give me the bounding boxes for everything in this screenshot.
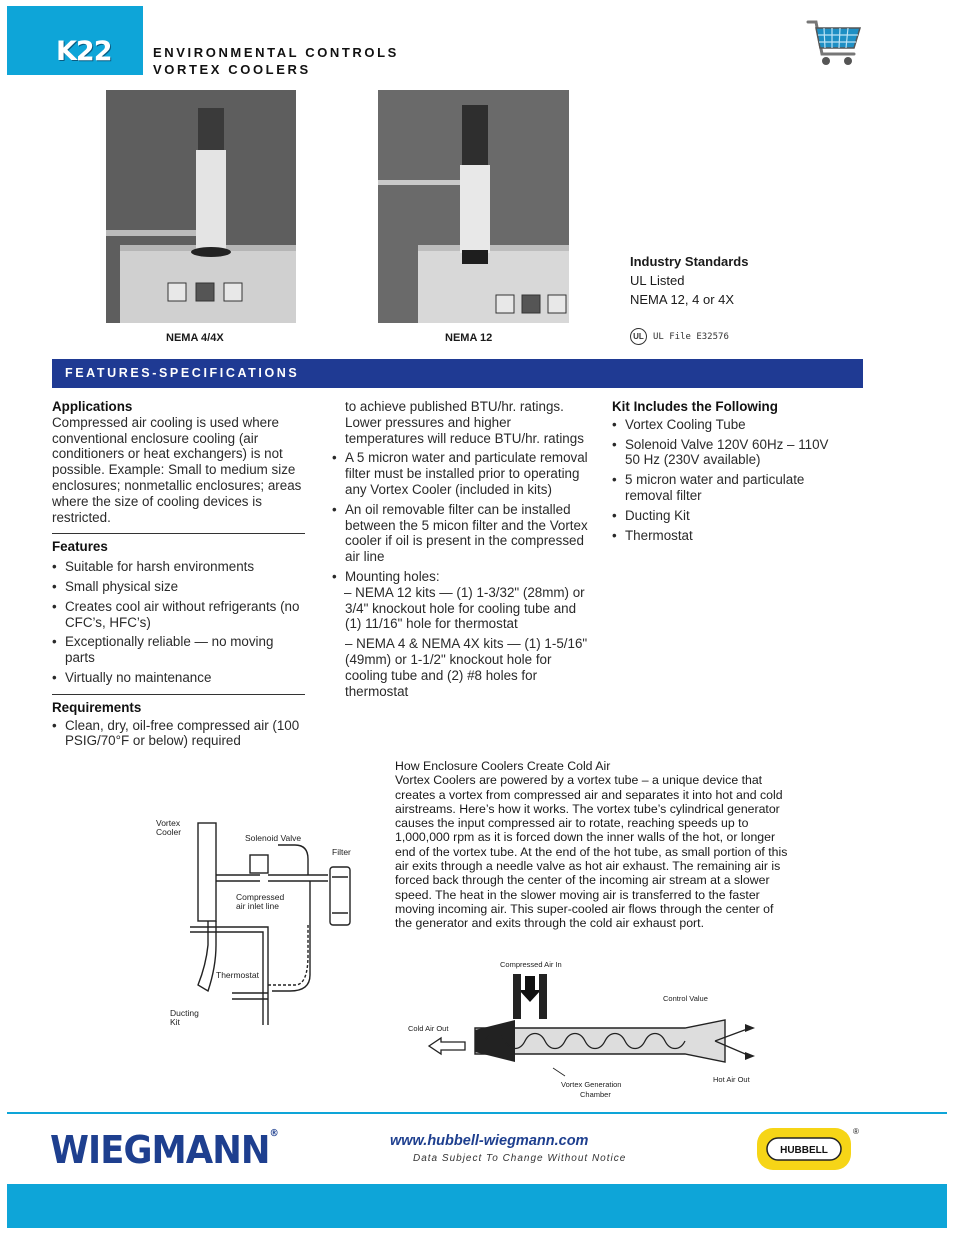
label-vortex-generation: Vortex Generation xyxy=(561,1080,622,1089)
wiegmann-logo: WIEGMANN® xyxy=(50,1128,278,1172)
label-cold-air-out: Cold Air Out xyxy=(408,1024,449,1033)
requirements-section xyxy=(52,694,305,749)
label-control-value: Control Value xyxy=(663,994,708,1003)
label-compressed: Compressed xyxy=(236,892,285,902)
list-item: • An oil removable filter can be installed between the 5 micon filter and the Vortex cooler if oil is present in the compressed air line xyxy=(332,502,590,565)
label-vortex: Vortex xyxy=(156,818,181,828)
column-3 xyxy=(612,399,847,543)
label-thermostat: Thermostat xyxy=(216,970,259,980)
label-filter: Filter xyxy=(332,847,351,857)
photo-caption-nema-4-4x: NEMA 4/4X xyxy=(166,332,224,344)
nema-12-photo xyxy=(378,90,569,323)
kit-list xyxy=(612,417,847,544)
list-item: • Solenoid Valve 120V 60Hz – 110V 50 Hz (230V available) xyxy=(612,437,847,469)
list-item: • Virtually no maintenance xyxy=(52,670,305,686)
column-1 xyxy=(52,399,305,749)
shopping-cart-icon[interactable] xyxy=(806,18,862,68)
list-item: • Suitable for harsh environments xyxy=(52,559,305,575)
list-item: • Mounting holes: xyxy=(332,569,590,585)
label-cooler: Cooler xyxy=(156,827,182,837)
list-item: • A 5 micron water and particulate removal filter must be installed prior to operating any Vortex Cooler (included in kits) xyxy=(332,450,590,497)
list-item: • Exceptionally reliable — no moving parts xyxy=(52,634,305,666)
how-it-works-title: How Enclosure Coolers Create Cold Air xyxy=(395,759,611,773)
section-title: FEATURES-SPECIFICATIONS xyxy=(65,366,300,380)
features-title: Features xyxy=(52,539,108,555)
label-kit: Kit xyxy=(170,1017,180,1027)
list-item: • Small physical size xyxy=(52,579,305,595)
list-item: • Vortex Cooling Tube xyxy=(612,417,847,433)
industry-standards-title: Industry Standards xyxy=(630,254,749,269)
cold-air-arrow-icon xyxy=(429,1038,465,1054)
hubbell-logo xyxy=(755,1124,859,1172)
page-code: K22 xyxy=(56,36,112,67)
header-line-1: ENVIRONMENTAL CONTROLS xyxy=(153,45,399,60)
requirements-list xyxy=(52,718,305,750)
label-chamber: Chamber xyxy=(580,1090,611,1099)
list-item: • Creates cool air without refrigerants (no CFC’s, HFC’s) xyxy=(52,599,305,631)
wiegmann-logo-text: WIEGMANN xyxy=(50,1128,270,1172)
header-line-2: VORTEX COOLERS xyxy=(153,62,311,77)
installation-diagram xyxy=(150,815,380,1030)
list-item: • Ducting Kit xyxy=(612,508,847,524)
page-code-badge xyxy=(7,6,143,75)
mounting-nema-12: – NEMA 12 kits — (1) 1-3/32" (28mm) or 3/4" knockout hole for cooling tube and (1) 11/16" hole for thermostat xyxy=(344,584,585,632)
ul-logo-icon: UL xyxy=(630,328,647,345)
vortex-tube-diagram xyxy=(405,958,765,1103)
how-it-works xyxy=(395,759,790,931)
disclaimer: Data Subject To Change Without Notice xyxy=(413,1153,627,1164)
applications-title: Applications xyxy=(52,399,133,414)
label-hot-air-out: Hot Air Out xyxy=(713,1075,750,1084)
standard-ul: UL Listed xyxy=(630,273,685,288)
photo-caption-nema-12: NEMA 12 xyxy=(445,332,493,344)
hubbell-logo-text: HUBBELL xyxy=(780,1145,828,1156)
list-item: • Thermostat xyxy=(612,528,847,544)
column-2 xyxy=(332,399,590,699)
label-ducting: Ducting xyxy=(170,1008,199,1018)
list-item: • 5 micron water and particulate removal filter xyxy=(612,472,847,504)
ul-listing xyxy=(630,328,729,345)
list-item: • Clean, dry, oil-free compressed air (100 PSIG/70°F or below) required xyxy=(52,718,305,750)
mounting-nema-4: – NEMA 4 & NEMA 4X kits — (1) 1-5/16" (49mm) or 1-1/2" knockout hole for cooling tube and (2) #8 holes for thermostat xyxy=(345,636,588,699)
footer-divider xyxy=(7,1112,947,1114)
requirements-title: Requirements xyxy=(52,699,142,715)
nema-4-4x-photo xyxy=(106,90,296,323)
section-bar xyxy=(52,359,863,388)
requirements-bullets xyxy=(332,450,590,584)
label-compressed-air-in: Compressed Air In xyxy=(500,960,562,969)
kit-includes-title: Kit Includes the Following xyxy=(612,399,778,414)
requirements-continued: to achieve published BTU/hr. ratings. Lower pressures and higher temperatures will reduce BTU/hr. ratings xyxy=(345,399,584,446)
header-title xyxy=(153,44,399,78)
footer-band xyxy=(7,1184,947,1228)
industry-standards xyxy=(630,252,748,309)
how-it-works-text: Vortex Coolers are powered by a vortex tube – a unique device that creates a vortex from compressed air and separates it into hot and cold airstreams. Here’s how it works. The vortex tube’s cylindrical generator causes the input compressed air to rotate, reaching speeds up to 1,000,000 rpm as it is forced down the inner walls of the hot, or longer end of the vortex tube. At the end of the hot tube, as small portion of this air exits through a needle valve as hot air exhaust. The remaining air is forced back through the center of the incoming air stream at a slower speed. The heat in the slower moving air is transferred to the faster moving incoming air. This super-cooled air flows through the center of the generator and exits through the cold air exhaust port. xyxy=(395,773,788,931)
website-link[interactable]: www.hubbell-wiegmann.com xyxy=(390,1133,589,1149)
standard-nema: NEMA 12, 4 or 4X xyxy=(630,292,735,307)
applications-text: Compressed air cooling is used where conventional enclosure cooling (air conditioners or heat exchangers) is not possible. Example: Small to medium size enclosures; nonmetallic enclosures; areas where the size of cooling devices is restricted. xyxy=(52,414,302,525)
air-in-arrow-icon xyxy=(519,976,541,1002)
label-air-inlet-line: air inlet line xyxy=(236,901,279,911)
features-section xyxy=(52,533,305,685)
features-list xyxy=(52,559,305,686)
ul-file-number: UL File E32576 xyxy=(653,331,729,342)
label-solenoid-valve: Solenoid Valve xyxy=(245,833,302,843)
svg-text:®: ® xyxy=(853,1127,859,1136)
